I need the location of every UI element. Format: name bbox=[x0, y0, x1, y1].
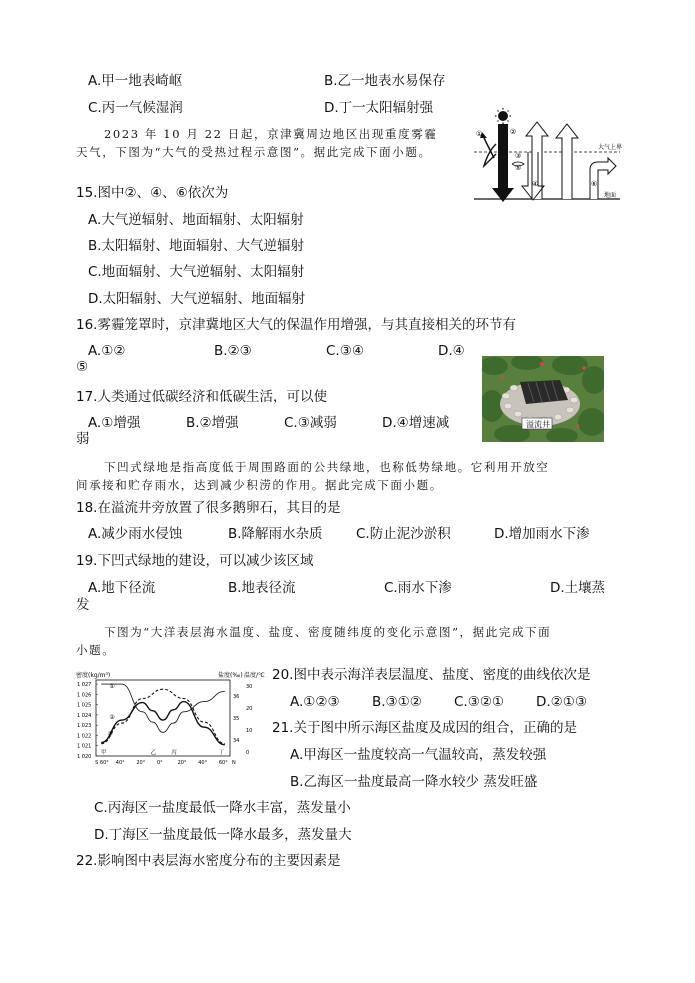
region-label: 甲 bbox=[101, 750, 107, 756]
x-tick-label: 20° bbox=[177, 760, 187, 766]
option-b: B.乙海区一盐度最高一降水较少 蒸发旺盛 bbox=[290, 774, 538, 790]
salinity-tick-label: 35 bbox=[233, 716, 240, 722]
series-line-3 bbox=[101, 689, 225, 744]
ocean-surface-chart bbox=[76, 670, 266, 768]
y-tick-label: 1 024 bbox=[77, 712, 92, 719]
plot-frame bbox=[96, 680, 230, 756]
question-stem: 20.图中表示海洋表层温度、盐度、密度的曲线依次是 bbox=[272, 667, 591, 683]
series-label: ③ bbox=[107, 730, 113, 738]
ground-label: 地面 bbox=[604, 192, 617, 199]
label-6: ⑥ bbox=[591, 180, 598, 188]
option-b: B.乙一地表水易保存 bbox=[324, 73, 446, 89]
option-d: D.④增速减 bbox=[382, 415, 450, 431]
option-c: C.地面辐射、大气逆辐射、太阳辐射 bbox=[88, 264, 305, 280]
intro-text: 下图为“大洋表层海水温度、盐度、密度随纬度的变化示意图”，据此完成下面 bbox=[104, 625, 552, 639]
region-label: 丁 bbox=[218, 750, 225, 756]
option-c: C.丙海区一盐度最低一降水丰富，蒸发量小 bbox=[94, 800, 351, 816]
question-stem: 21.关于图中所示海区盐度及成因的组合，正确的是 bbox=[272, 720, 577, 736]
option-d-continued: 发 bbox=[76, 597, 90, 613]
option-b: B.②增强 bbox=[186, 415, 239, 431]
series-line-1 bbox=[101, 684, 225, 732]
temperature-tick-label: 30 bbox=[246, 684, 253, 690]
question-stem: 19.下凹式绿地的建设，可以减少该区域 bbox=[76, 553, 314, 569]
temperature-tick-label: 0 bbox=[246, 750, 250, 756]
right-axis-label-2: 温度/℃ bbox=[244, 672, 265, 679]
option-d: D.②①③ bbox=[536, 694, 587, 710]
option-b: B.②③ bbox=[214, 343, 252, 359]
option-d: D.④ bbox=[438, 343, 465, 359]
temperature-tick-label: 20 bbox=[246, 706, 253, 712]
salinity-tick-label: 36 bbox=[233, 694, 240, 700]
option-a: A.①②③ bbox=[290, 694, 340, 710]
option-c: C.防止泥沙淤积 bbox=[356, 526, 451, 542]
y-tick-label: 1 027 bbox=[77, 682, 92, 689]
x-tick-label: 0° bbox=[157, 760, 163, 766]
option-a: A.①② bbox=[88, 343, 126, 359]
series-line-2 bbox=[101, 702, 225, 745]
intro-text: 小题。 bbox=[76, 643, 116, 657]
label-2: ② bbox=[510, 128, 517, 136]
x-tick-label: S 60° bbox=[95, 760, 109, 766]
region-label: 乙 bbox=[150, 750, 157, 756]
temperature-tick-label: 10 bbox=[246, 728, 253, 734]
option-a: A.甲一地表崎岖 bbox=[88, 73, 183, 89]
option-c: C.③减弱 bbox=[284, 415, 337, 431]
option-a: A.甲海区一盐度较高一气温较高，蒸发较强 bbox=[290, 747, 547, 763]
label-3: ③ bbox=[515, 152, 522, 160]
option-b: B.地表径流 bbox=[228, 580, 296, 596]
question-stem: 16.雾霾笼罩时，京津冀地区大气的保温作用增强，与其直接相关的环节有 bbox=[76, 317, 516, 333]
y-tick-label: 1 020 bbox=[77, 754, 92, 760]
x-tick-label: 40° bbox=[198, 760, 208, 766]
option-d: D.太阳辐射、大气逆辐射、地面辐射 bbox=[88, 291, 306, 307]
option-c: C.丙一气候湿润 bbox=[88, 100, 183, 116]
question-stem: 17.人类通过低碳经济和低碳生活，可以使 bbox=[76, 389, 327, 405]
upper-boundary-label: 大气上界 bbox=[598, 144, 623, 151]
x-axis-end-label: N bbox=[232, 760, 236, 766]
question-stem: 18.在溢流井旁放置了很多鹅卵石，其目的是 bbox=[76, 500, 341, 516]
label-4: ④ bbox=[532, 180, 539, 188]
option-a: A.大气逆辐射、地面辐射、太阳辐射 bbox=[88, 212, 304, 228]
overflow-well-label: 溢流井 bbox=[526, 420, 550, 429]
option-d-continued: ⑤ bbox=[76, 359, 89, 375]
question-stem: 15.图中②、④、⑥依次为 bbox=[76, 185, 229, 201]
label-1: ① bbox=[476, 130, 483, 138]
label-5: ⑤ bbox=[515, 164, 522, 172]
right-axis-label: 盐度(‰) bbox=[218, 672, 243, 679]
option-c: C.③②① bbox=[454, 694, 505, 710]
overflow-well-photo bbox=[482, 356, 604, 442]
option-d: D.土壤蒸 bbox=[550, 580, 606, 596]
atmosphere-heating-diagram bbox=[470, 108, 632, 206]
salinity-tick-label: 34 bbox=[233, 738, 240, 744]
option-a: A.地下径流 bbox=[88, 580, 156, 596]
option-a: A.减少雨水侵蚀 bbox=[88, 526, 183, 542]
x-tick-label: 40° bbox=[115, 760, 125, 766]
x-tick-label: 60° bbox=[218, 760, 228, 766]
series-label: ② bbox=[109, 714, 115, 722]
option-d-continued: 弱 bbox=[76, 431, 90, 447]
y-tick-label: 1 026 bbox=[77, 692, 92, 699]
x-tick-label: 20° bbox=[136, 760, 146, 766]
y-tick-label: 1 023 bbox=[77, 723, 92, 730]
sun-icon bbox=[495, 108, 511, 124]
option-b: B.太阳辐射、地面辐射、大气逆辐射 bbox=[88, 238, 305, 254]
option-d: D.丁一太阳辐射强 bbox=[324, 100, 434, 116]
y-tick-label: 1 021 bbox=[77, 743, 92, 750]
intro-text: 2023 年 10 月 22 日起，京津冀周边地区出现重度雾霾 bbox=[104, 127, 438, 141]
series-label: ① bbox=[109, 683, 115, 691]
y-tick-label: 1 022 bbox=[77, 733, 92, 740]
option-d: D.增加雨水下渗 bbox=[494, 526, 590, 542]
question-stem: 22.影响图中表层海水密度分布的主要因素是 bbox=[76, 853, 341, 869]
option-d: D.丁海区一盐度最低一降水最多，蒸发量大 bbox=[94, 827, 352, 843]
option-b: B.③①② bbox=[372, 694, 422, 710]
region-label: 丙 bbox=[171, 750, 177, 756]
intro-text: 间承接和贮存雨水，达到减少积涝的作用。据此完成下面小题。 bbox=[76, 478, 443, 492]
y-tick-label: 1 025 bbox=[77, 702, 92, 709]
option-a: A.①增强 bbox=[88, 415, 141, 431]
intro-text: 天气，下图为“大气的受热过程示意图”。据此完成下面小题。 bbox=[76, 145, 432, 159]
option-c: C.③④ bbox=[326, 343, 364, 359]
option-c: C.雨水下渗 bbox=[384, 580, 452, 596]
left-axis-label: 密度(kg/m³) bbox=[76, 672, 111, 679]
option-b: B.降解雨水杂质 bbox=[228, 526, 323, 542]
intro-text: 下凹式绿地是指高度低于周围路面的公共绿地，也称低势绿地。它利用开放空 bbox=[104, 460, 550, 474]
